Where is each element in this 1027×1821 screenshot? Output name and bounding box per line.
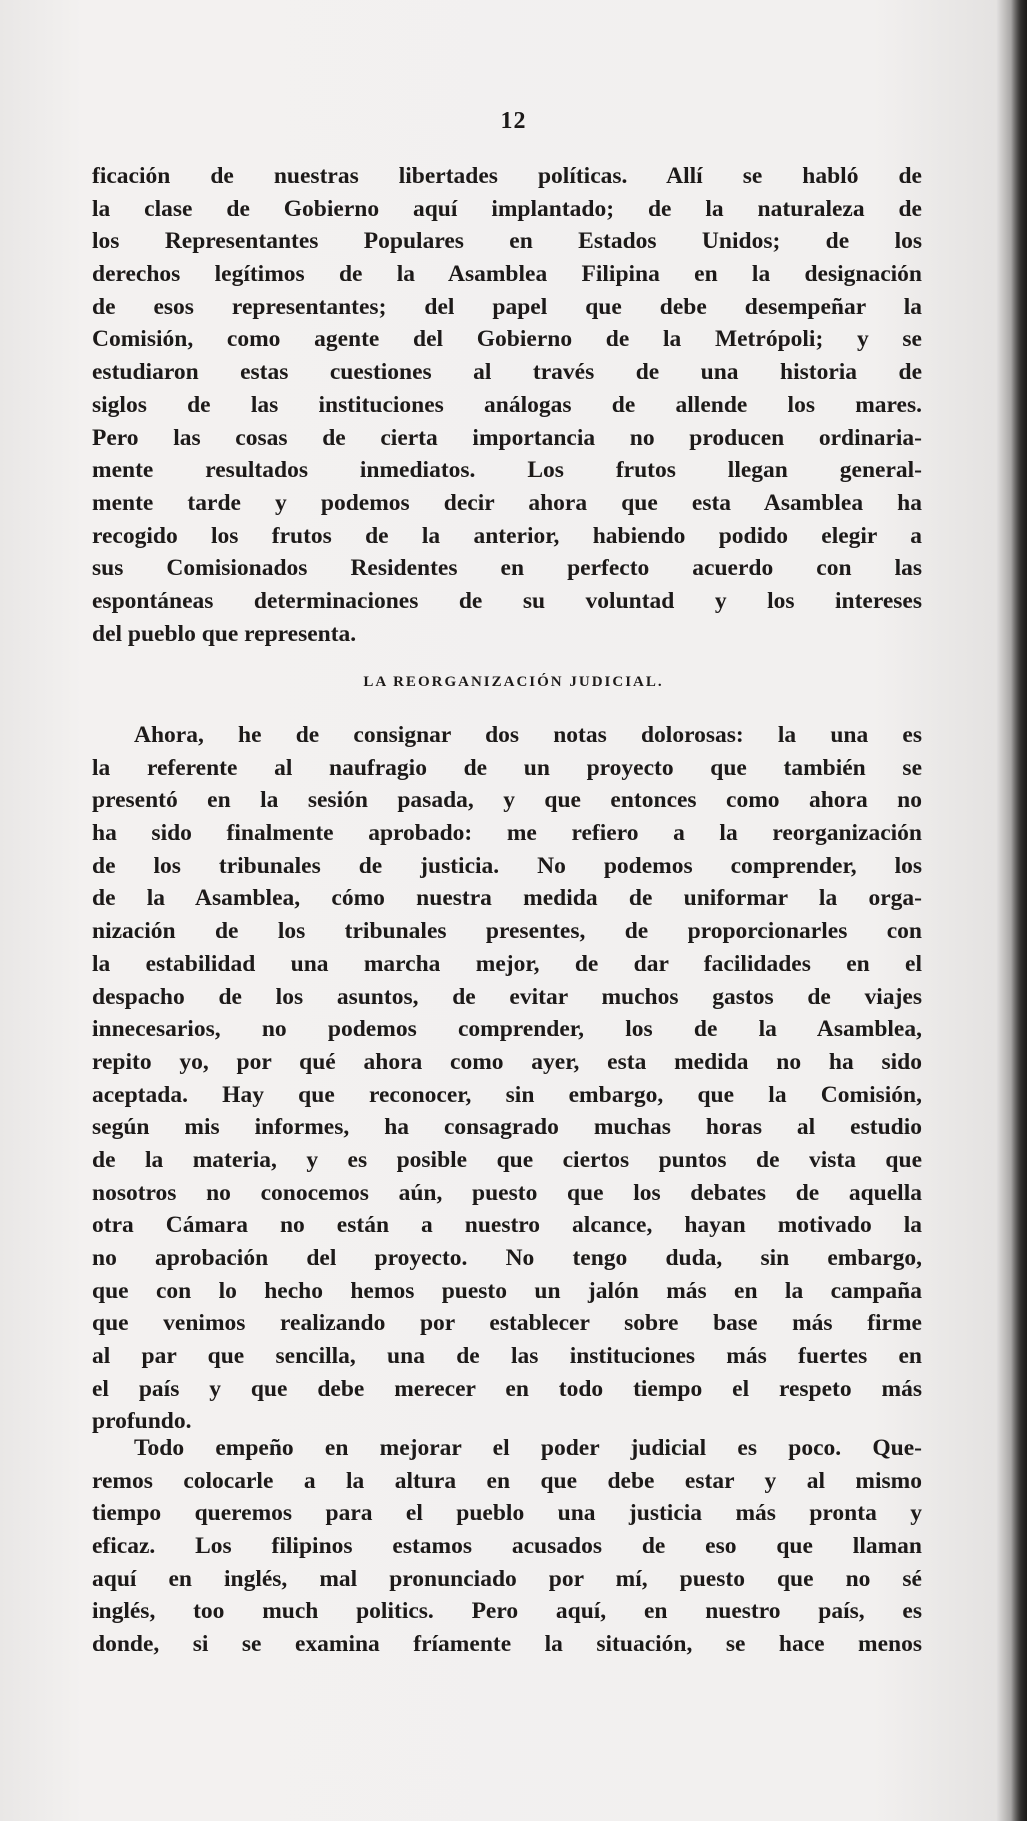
text-line: estudiaron estas cuestiones al través de una historia de bbox=[92, 359, 922, 386]
text-line: derechos legítimos de la Asamblea Filipina en la designación bbox=[92, 261, 922, 288]
paragraph-2 bbox=[92, 719, 922, 1438]
text-line: eficaz. Los filipinos estamos acusados de eso que llaman bbox=[92, 1533, 922, 1560]
text-line: aquí en inglés, mal pronunciado por mí, puesto que no sé bbox=[92, 1565, 922, 1592]
text-line: los Representantes Populares en Estados Unidos; de los bbox=[92, 228, 922, 255]
text-line: según mis informes, ha consagrado muchas horas al estudio bbox=[92, 1114, 922, 1141]
text-line: nización de los tribunales presentes, de proporcionarles con bbox=[92, 918, 922, 945]
text-line: recogido los frutos de la anterior, habiendo podido elegir a bbox=[92, 522, 922, 549]
text-line: mente resultados inmediatos. Los frutos llegan general- bbox=[92, 457, 922, 484]
text-line: de esos representantes; del papel que debe desempeñar la bbox=[92, 293, 922, 320]
text-line: Ahora, he de consignar dos notas dolorosas: la una es bbox=[134, 722, 922, 748]
text-line: de los tribunales de justicia. No podemos comprender, los bbox=[92, 852, 922, 879]
text-line: repito yo, por qué ahora como ayer, esta medida no ha sido bbox=[92, 1048, 922, 1075]
text-line: ha sido finalmente aprobado: me refiero a la reorganización bbox=[92, 820, 922, 847]
text-line: remos colocarle a la altura en que debe estar y al mismo bbox=[92, 1467, 922, 1494]
text-line: siglos de las instituciones análogas de allende los mares. bbox=[92, 391, 922, 418]
text-line: de la materia, y es posible que ciertos puntos de vista que bbox=[92, 1146, 922, 1173]
text-line: inglés, too much politics. Pero aquí, en nuestro país, es bbox=[92, 1598, 922, 1625]
paragraph-3 bbox=[92, 1432, 922, 1661]
text-line: al par que sencilla, una de las instituciones más fuertes en bbox=[92, 1343, 922, 1370]
text-line: mente tarde y podemos decir ahora que esta Asamblea ha bbox=[92, 489, 922, 516]
text-line: la referente al naufragio de un proyecto que también se bbox=[92, 754, 922, 781]
text-line: espontáneas determinaciones de su voluntad y los intereses bbox=[92, 587, 922, 614]
text-line: ficación de nuestras libertades políticas. Allí se habló de bbox=[92, 163, 922, 189]
text-line: aceptada. Hay que reconocer, sin embargo, que la Comisión, bbox=[92, 1081, 922, 1108]
text-line: que venimos realizando por establecer sobre base más firme bbox=[92, 1310, 922, 1337]
text-line: Pero las cosas de cierta importancia no producen ordinaria- bbox=[92, 424, 922, 451]
page-edge-shadow bbox=[1011, 0, 1027, 1821]
text-line: despacho de los asuntos, de evitar muchos gastos de viajes bbox=[92, 983, 922, 1010]
text-line: la estabilidad una marcha mejor, de dar facilidades en el bbox=[92, 950, 922, 977]
paragraph-1 bbox=[92, 160, 922, 650]
text-line: tiempo queremos para el pueblo una justicia más pronta y bbox=[92, 1500, 922, 1527]
text-line: Todo empeño en mejorar el poder judicial es poco. Que- bbox=[134, 1435, 922, 1461]
text-line: otra Cámara no están a nuestro alcance, hayan motivado la bbox=[92, 1212, 922, 1239]
text-line: Comisión, como agente del Gobierno de la Metrópoli; y se bbox=[92, 326, 922, 353]
text-line: no aprobación del proyecto. No tengo duda, sin embargo, bbox=[92, 1245, 922, 1271]
text-line: sus Comisionados Residentes en perfecto acuerdo con las bbox=[92, 555, 922, 582]
text-line: nosotros no conocemos aún, puesto que los debates de aquella bbox=[92, 1179, 922, 1206]
text-line: profundo. bbox=[92, 1408, 192, 1435]
text-line: donde, si se examina fríamente la situación, se hace menos bbox=[92, 1631, 922, 1658]
text-line: de la Asamblea, cómo nuestra medida de uniformar la orga- bbox=[92, 885, 922, 912]
text-line: del pueblo que representa. bbox=[92, 620, 357, 647]
text-line: innecesarios, no podemos comprender, los de la Asamblea, bbox=[92, 1016, 922, 1043]
text-line: el país y que debe merecer en todo tiempo el respeto más bbox=[92, 1375, 922, 1402]
page-number: 12 bbox=[500, 108, 527, 134]
section-heading: LA REORGANIZACIÓN JUDICIAL. bbox=[363, 674, 664, 690]
text-line: que con lo hecho hemos puesto un jalón más en la campaña bbox=[92, 1277, 922, 1304]
text-line: presentó en la sesión pasada, y que entonces como ahora no bbox=[92, 787, 922, 814]
text-line: la clase de Gobierno aquí implantado; de la naturaleza de bbox=[92, 195, 922, 222]
